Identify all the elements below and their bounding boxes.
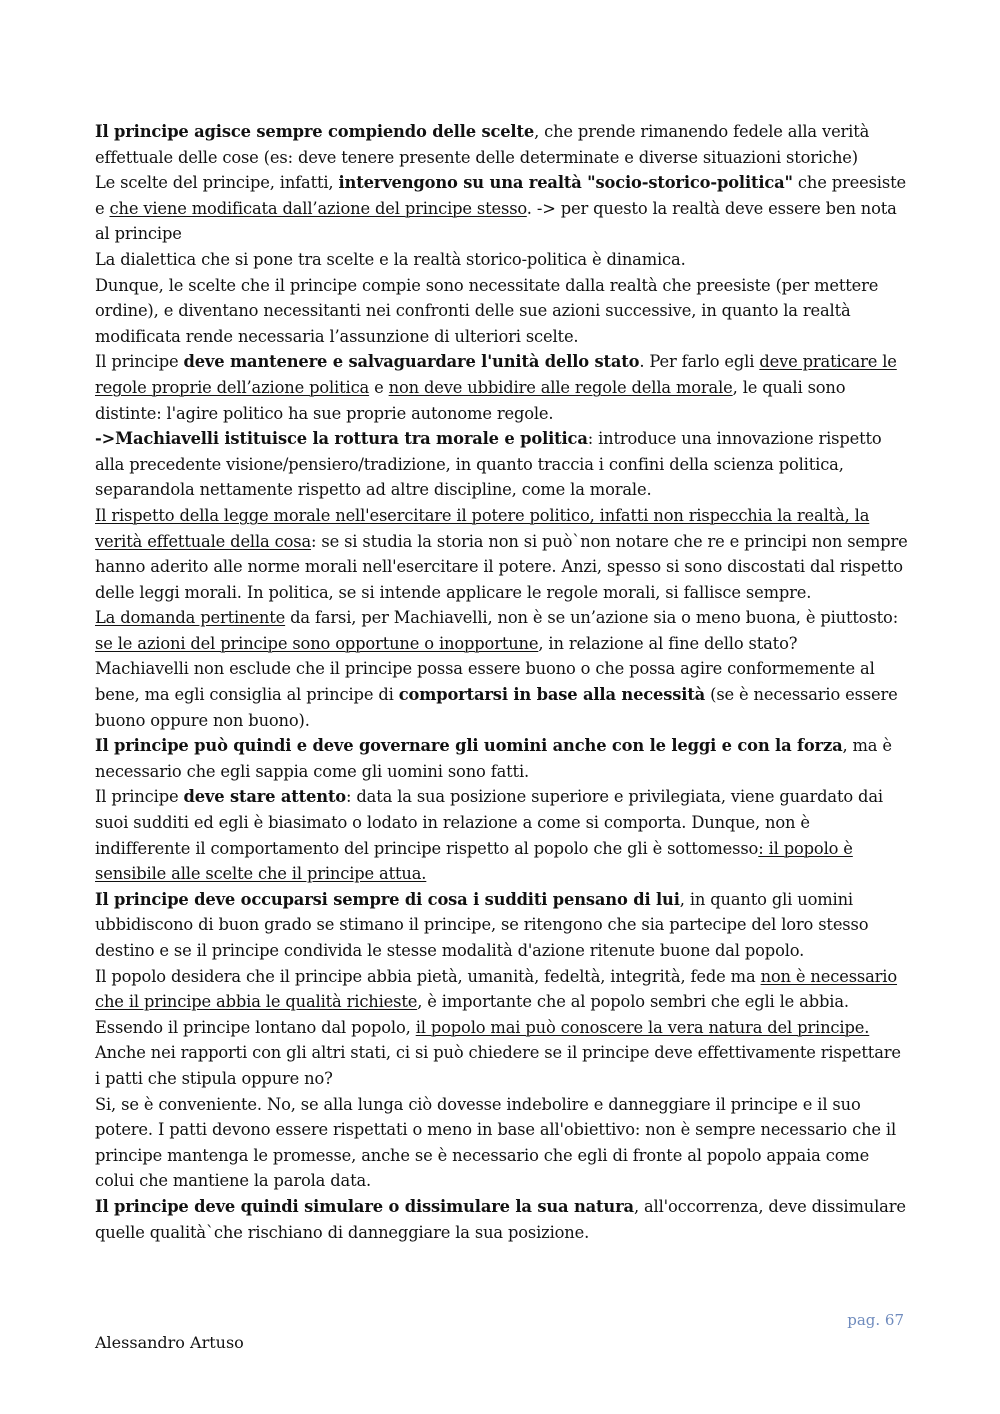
text-run: : data la sua posizione superiore e privilegiata, viene guardato dai suoi sudditi ed egli è biasimato o lodato in relazione a come si comporta. Dunque, non è indifferente il comportamento del principe rispetto al popolo che gli è sottomesso [95, 787, 883, 858]
text-run: : introduce una innovazione rispetto alla precedente visione/pensiero/tradizione, in quanto traccia i confini della scienza politica, separandola nettamente rispetto ad altre discipline, come la morale. [95, 429, 882, 500]
body-text [95, 119, 910, 1245]
underlined-text: il popolo mai può conoscere la vera natura del principe. [415, 1017, 870, 1037]
text-run: Il principe [95, 352, 184, 372]
bold-text: intervengono su una realtà "socio-storico-politica" [338, 173, 793, 193]
text-run: Si, se è conveniente. No, se alla lunga ciò dovesse indebolire e danneggiare il principe e il suo potere. I patti devono essere rispettati o meno in base all'obiettivo: non è sempre necessario che il principe mantenga le promesse, anche se è necessario che egli di fronte al popolo appaia come colui che mantiene la parola data. [95, 1094, 897, 1191]
text-run: , che prende rimanendo fedele alla verità effettuale delle cose (es: deve tenere presente delle determinate e diverse situazioni storiche) [95, 122, 870, 167]
text-run: Le scelte del principe, infatti, [95, 173, 339, 193]
text-run: La dialettica che si pone tra scelte e la realtà storico-politica è dinamica. [95, 249, 686, 269]
paragraph [95, 784, 910, 886]
paragraph [95, 503, 910, 605]
underlined-text: La domanda pertinente [95, 608, 286, 628]
page-number: pag. 67 [847, 1311, 904, 1329]
text-run: , ma è necessario che egli sappia come gli uomini sono fatti. [95, 736, 892, 781]
text-run: , in quanto gli uomini ubbidiscono di buon grado se stimano il principe, se ritengono che sia partecipe del loro stesso destino e se il principe condivida le stesse modalità d'azione ritenute buone dal popolo. [95, 889, 869, 960]
text-run: Il principe [95, 787, 184, 807]
text-run: . -> per questo la realtà deve essere ben nota al principe [95, 198, 897, 244]
underlined-text: non è necessario che il principe abbia le qualità richieste [95, 966, 898, 1012]
paragraph [95, 426, 910, 503]
text-run: che preesiste e [95, 173, 906, 218]
paragraph [95, 119, 910, 170]
bold-text: deve stare attento [183, 787, 347, 807]
text-run: . Per farlo egli [639, 352, 760, 372]
paragraph [95, 964, 910, 1041]
text-run: , le quali sono distinte: l'agire politico ha sue proprie autonome regole. [95, 377, 846, 423]
paragraph [95, 1092, 910, 1194]
underlined-text: che viene modificata dall’azione del principe stesso [109, 198, 527, 218]
paragraph [95, 247, 910, 273]
paragraph [95, 273, 910, 350]
paragraph [95, 887, 910, 964]
paragraph [95, 170, 910, 247]
text-run: , in relazione al fine dello stato? [538, 633, 798, 653]
text-run: Dunque, le scelte che il principe compie sono necessitate dalla realtà che preesiste (per mettere ordine), e diventano necessitanti nei confronti delle sue azioni successive, in quanto la realtà modificata rende necessaria l’assunzione di ulteriori scelte. [95, 275, 879, 346]
bold-text: deve mantenere e salvaguardare l'unità dello stato [183, 352, 640, 372]
bold-text: Il principe può quindi e deve governare gli uomini anche con le leggi e con la forza [95, 736, 843, 756]
underlined-text: se le azioni del principe sono opportune o inopportune [95, 633, 539, 653]
text-run: , all'occorrenza, deve dissimulare quelle qualità`che rischiano di danneggiare la sua posizione. [95, 1196, 906, 1242]
bold-text: Il principe agisce sempre compiendo delle scelte [95, 122, 535, 141]
text-run: Il popolo desidera che il principe abbia pietà, umanità, fedeltà, integrità, fede ma [95, 966, 761, 986]
underlined-text: non deve ubbidire alle regole della morale [388, 377, 733, 397]
underlined-text: : il popolo è sensibile alle scelte che il principe attua. [95, 838, 853, 884]
author-name: Alessandro Artuso [95, 1333, 244, 1352]
underlined-text: deve praticare le regole proprie dell’azione politica [95, 352, 897, 397]
paragraph [95, 656, 910, 733]
underlined-text: Il rispetto della legge morale nell'esercitare il potere politico, infatti non rispecchia la realtà, la verità effettuale della cosa [95, 505, 870, 551]
text-run: da farsi, per Machiavelli, non è se un’azione sia o meno buona, è piuttosto: [285, 608, 899, 628]
paragraph [95, 1040, 910, 1091]
text-run: Anche nei rapporti con gli altri stati, ci si può chiedere se il principe deve effettivamente rispettare i patti che stipula oppure no? [95, 1043, 901, 1088]
bold-text: comportarsi in base alla necessità [398, 685, 706, 705]
text-run: Machiavelli non esclude che il principe possa essere buono o che possa agire conformemente al bene, ma egli consiglia al principe di [95, 659, 875, 705]
text-run: , è importante che al popolo sembri che egli le abbia. Essendo il principe lontano dal popolo, [95, 992, 849, 1037]
paragraph [95, 1194, 910, 1245]
bold-text: Il principe deve occuparsi sempre di cosa i sudditi pensano di lui [95, 889, 680, 909]
paragraph [95, 605, 910, 656]
bold-text: ->Machiavelli istituisce la rottura tra morale e politica [95, 429, 588, 449]
paragraph [95, 349, 910, 426]
text-run: (se è necessario essere buono oppure non buono). [95, 685, 898, 730]
bold-text: Il principe deve quindi simulare o dissimulare la sua natura [95, 1196, 634, 1216]
text-run: : se si studia la storia non si può`non notare che re e principi non sempre hanno aderito alle norme morali nell'esercitare il potere. Anzi, spesso si sono discostati dal rispetto delle leggi morali. In politica, se si intende applicare le regole morali, si fallisce sempre. [95, 531, 908, 602]
paragraph [95, 733, 910, 784]
text-run: e [369, 377, 389, 397]
